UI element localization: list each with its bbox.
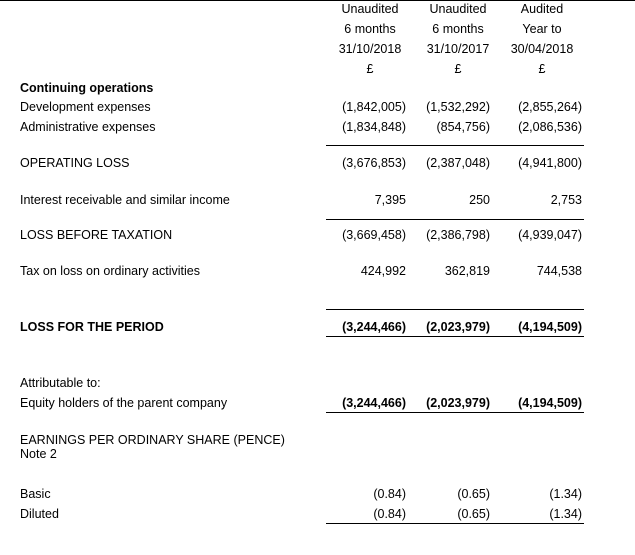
total-rule	[326, 523, 584, 524]
row-label: Development expenses	[20, 100, 151, 114]
row-label: Tax on loss on ordinary activities	[20, 264, 200, 278]
cell-col3: 744,538	[536, 264, 582, 278]
row-label: Diluted	[20, 507, 59, 521]
total-rule	[326, 412, 584, 413]
col1-period: 6 months	[344, 22, 396, 36]
col2-period: 6 months	[432, 22, 484, 36]
cell-col3: (4,194,509)	[518, 396, 582, 410]
row-label: Equity holders of the parent company	[20, 396, 228, 410]
cell-col1: (1,834,848)	[342, 120, 406, 134]
cell-col2: 250	[469, 193, 490, 207]
eps-heading: EARNINGS PER ORDINARY SHARE (PENCE)	[20, 433, 285, 447]
section-heading: Continuing operations	[20, 81, 154, 95]
cell-col3: (4,939,047)	[518, 228, 582, 242]
cell-col2: (854,756)	[436, 120, 490, 134]
cell-col3: (4,941,800)	[518, 156, 582, 170]
cell-col3: (1.34)	[549, 487, 582, 501]
cell-col3: (1.34)	[549, 507, 582, 521]
row-label: LOSS FOR THE PERIOD	[20, 320, 164, 334]
row-label: OPERATING LOSS	[20, 156, 130, 170]
total-rule	[326, 336, 584, 337]
col3-period: Year to	[522, 22, 562, 36]
cell-col1: 7,395	[374, 193, 406, 207]
col1-status: Unaudited	[341, 2, 399, 16]
cell-col2: (2,023,979)	[426, 320, 490, 334]
cell-col1: (3,676,853)	[342, 156, 406, 170]
cell-col3: 2,753	[550, 193, 582, 207]
col3-currency: £	[538, 62, 546, 76]
col3-date: 30/04/2018	[510, 42, 574, 56]
cell-col3: (4,194,509)	[518, 320, 582, 334]
cell-col1: (3,244,466)	[342, 396, 406, 410]
cell-col1: (0.84)	[373, 487, 406, 501]
cell-col2: (1,532,292)	[426, 100, 490, 114]
subtotal-rule	[326, 145, 584, 146]
cell-col3: (2,855,264)	[518, 100, 582, 114]
cell-col2: (2,387,048)	[426, 156, 490, 170]
cell-col1: 424,992	[360, 264, 406, 278]
col2-date: 31/10/2017	[426, 42, 490, 56]
col1-currency: £	[366, 62, 374, 76]
cell-col1: (0.84)	[373, 507, 406, 521]
col2-currency: £	[454, 62, 462, 76]
cell-col2: (2,386,798)	[426, 228, 490, 242]
subtotal-rule	[326, 309, 584, 310]
attributable-heading: Attributable to:	[20, 376, 101, 390]
cell-col1: (1,842,005)	[342, 100, 406, 114]
col1-date: 31/10/2018	[338, 42, 402, 56]
col2-status: Unaudited	[429, 2, 487, 16]
cell-col2: 362,819	[444, 264, 490, 278]
cell-col2: (0.65)	[457, 507, 490, 521]
cell-col2: (0.65)	[457, 487, 490, 501]
page-top-rule	[0, 0, 635, 1]
cell-col3: (2,086,536)	[518, 120, 582, 134]
eps-note: Note 2	[20, 447, 57, 461]
row-label: Interest receivable and similar income	[20, 193, 230, 207]
row-label: Administrative expenses	[20, 120, 156, 134]
cell-col1: (3,669,458)	[342, 228, 406, 242]
subtotal-rule	[326, 219, 584, 220]
row-label: Basic	[20, 487, 51, 501]
cell-col1: (3,244,466)	[342, 320, 406, 334]
row-label: LOSS BEFORE TAXATION	[20, 228, 173, 242]
col3-status: Audited	[520, 2, 564, 16]
cell-col2: (2,023,979)	[426, 396, 490, 410]
